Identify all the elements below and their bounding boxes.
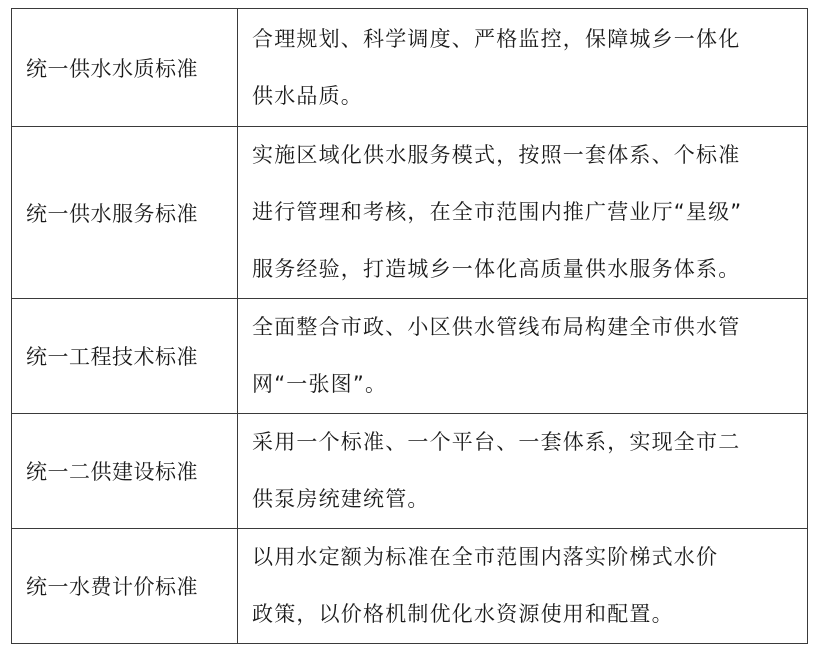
standard-description-cell	[238, 127, 808, 299]
description-line: 合理规划、科学调度、严格监控，保障城乡一体化	[252, 26, 741, 51]
description-line: 政策，以价格机制优化水资源使用和配置。	[252, 602, 674, 626]
description-line: 全面整合市政、小区供水管线布局构建全市供水管	[252, 315, 741, 339]
description-line: 进行管理和考核，在全市范围内推广营业厅“星级”	[252, 200, 743, 224]
table-row	[12, 529, 808, 644]
description-line: 供泵房统建统管。	[252, 487, 430, 511]
standards-table	[11, 8, 808, 644]
standard-name-cell: 统一工程技术标准	[12, 299, 238, 414]
standard-description-cell	[238, 414, 808, 529]
table-row	[12, 414, 808, 529]
standard-name-cell: 统一水费计价标准	[12, 529, 238, 644]
description-line: 网“一张图”。	[252, 372, 388, 396]
table-row	[12, 299, 808, 414]
description-line: 实施区域化供水服务模式，按照一套体系、个标准	[252, 143, 741, 167]
description-line: 服务经验，打造城乡一体化高质量供水服务体系。	[252, 257, 741, 281]
table-row	[12, 127, 808, 299]
description-line: 采用一个标准、一个平台、一套体系，实现全市二	[252, 430, 741, 454]
standard-description-cell	[238, 9, 808, 127]
standard-description-cell	[238, 529, 808, 644]
table-row	[12, 9, 808, 127]
standard-description-cell	[238, 299, 808, 414]
standard-name-cell: 统一供水服务标准	[12, 127, 238, 299]
standard-name-cell: 统一供水水质标准	[12, 9, 238, 127]
description-line: 供水品质。	[252, 83, 363, 108]
description-line: 以用水定额为标准在全市范围内落实阶梯式水价	[252, 545, 719, 569]
standard-name-cell: 统一二供建设标准	[12, 414, 238, 529]
